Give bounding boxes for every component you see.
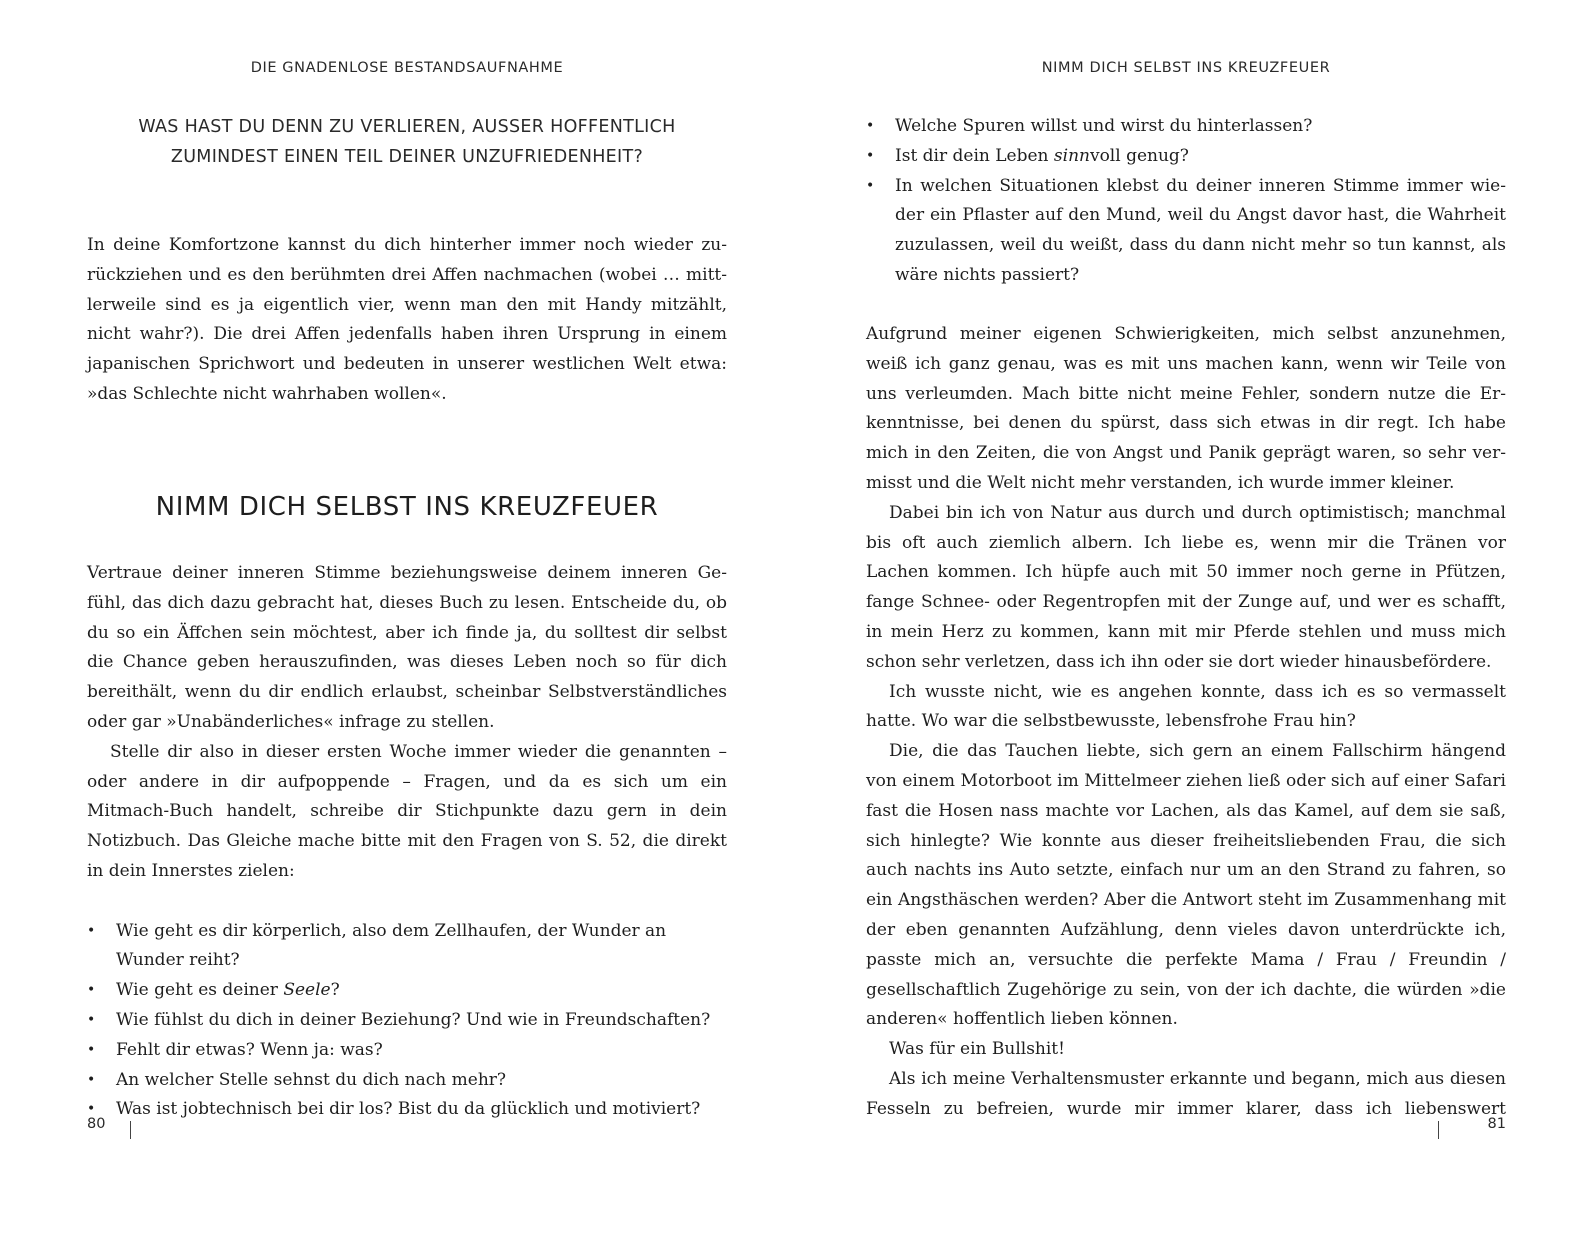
right-paragraph-2: Dabei bin ich von Natur aus durch und durch optimistisch; manchmal bis oft auch ziemlich albern. Ich liebe es, wenn mir die Tränen vor Lachen kommen. Ich hüpfe auch mit 50 immer noch gerne in Pfützen, fange Schnee- oder Regentropfen mit der Zunge auf, und wer es schafft, in mein Herz zu kommen, kann mit mir Pferde stehlen und muss mich schon sehr verletzen, dass ich ihn oder sie dort wieder hinausbefördere. xyxy=(866,502,1506,672)
right-paragraph-4: Die, die das Tauchen liebte, sich gern an einem Fallschirm hängend von einem Motorboot im Mittelmeer ziehen ließ oder sich auf einer Safari fast die Hosen nass machte vor Lachen, als das Kamel, auf dem sie saß, sich hinlegte? Wie konnte aus dieser freiheitsliebenden Frau, die sich auch nachts ins Auto setzte, einfach nur um an den Strand zu fahren, so ein Angsthäschen werden? Aber die Antwort steht im Zusammenhang mit der eben genannten Aufzählung, denn vieles davon unterdrückte ich, passte mich an, versuchte die perfekte Mama / Frau / Freundin / gesellschaftlich Zugehörige zu sein, von der ich dachte, die würden »die anderen« hoffentlich lieben können. xyxy=(866,741,1506,1030)
left-section-2 xyxy=(87,559,727,1125)
list-item: • Fehlt dir etwas? Wenn ja: was? xyxy=(87,1036,727,1066)
folio-divider-left xyxy=(130,1121,131,1139)
right-paragraph-3: Ich wusste nicht, wie es angehen konnte, dass ich es so vermasselt hatte. Wo war die selbstbewusste, lebensfrohe Frau hin? xyxy=(866,681,1506,732)
pull-quote-line-1: WAS HAST DU DENN ZU VERLIEREN, AUSSER HOFFENTLICH xyxy=(138,117,676,137)
right-paragraph-1: Aufgrund meiner eigenen Schwierigkeiten, mich selbst anzunehmen, weiß ich ganz genau, was es mit uns machen kann, wenn wir Teile von uns verleumden. Mach bitte nicht meine Fehler, sondern nutze die Erkenntnisse, bei denen du spürst, dass sich etwas in dir regt. Ich habe mich in den Zeiten, die von Angst und Panik geprägt waren, so sehr vermisst und die Welt nicht mehr verstanden, ich wurde immer kleiner. xyxy=(866,324,1506,493)
list-item: • An welcher Stelle sehnst du dich nach mehr? xyxy=(87,1066,727,1096)
list-item: • Wie geht es dir körperlich, also dem Zellhaufen, der Wunder an Wunder reiht? xyxy=(87,917,727,977)
right-section-2 xyxy=(866,320,1506,1125)
pull-quote xyxy=(87,112,727,172)
left-paragraph-2: Vertraue deiner inneren Stimme beziehungsweise deinem inneren Gefühl, das dich dazu gebracht hat, dieses Buch zu lesen. Entscheide du, ob du so ein Äffchen sein möchtest, aber ich finde ja, du solltest dir selbst die Chance geben herauszufinden, was dieses Leben noch so für dich bereithält, wenn du dir endlich erlaubst, scheinbar Selbstverständliches oder gar »Unabänderliches« infrage zu stellen. xyxy=(87,563,727,732)
right-page xyxy=(866,0,1506,1240)
list-item: • Wie fühlst du dich in deiner Beziehung? Und wie in Freundschaften? xyxy=(87,1006,727,1036)
list-item: • In welchen Situationen klebst du deiner inneren Stimme immer wieder ein Pflaster auf den Mund, weil du Angst davor hast, die Wahrheit zuzulassen, weil du weißt, dass du dann nicht mehr so tun kannst, als wäre nichts passiert? xyxy=(866,172,1506,291)
page-number-right: 81 xyxy=(1487,1116,1506,1132)
folio-divider-right xyxy=(1438,1121,1439,1139)
list-item-text: ? xyxy=(330,980,340,1001)
section-heading-block xyxy=(87,492,727,522)
left-paragraph-3: Stelle dir also in dieser ersten Woche immer wieder die genannten – oder andere in dir aufpoppende – Fragen, und da es sich um ein Mitmach-Buch handelt, schreibe dir Stichpunkte dazu gern in dein Notizbuch. Das Gleiche mache bitte mit den Fragen von S. 52, die direkt in dein Innerstes zielen: xyxy=(87,741,727,881)
list-item xyxy=(87,976,727,1006)
list-item: • Welche Spuren willst und wirst du hinterlassen? xyxy=(866,112,1506,142)
right-section-1 xyxy=(866,112,1506,291)
list-item: • Was ist jobtechnisch bei dir los? Bist du da glücklich und motiviert? xyxy=(87,1095,727,1125)
page-number-left: 80 xyxy=(87,1116,106,1132)
list-item-text: Ist dir dein Leben xyxy=(895,145,1054,166)
list-item-text: voll genug? xyxy=(1089,145,1189,166)
right-paragraph-5: Was für ein Bullshit! xyxy=(889,1039,1065,1060)
list-item-text: Wie geht es deiner xyxy=(116,980,284,1001)
left-page xyxy=(87,0,727,1240)
running-head-right: NIMM DICH SELBST INS KREUZFEUER xyxy=(1041,60,1331,76)
list-item-emphasis: sinn xyxy=(1053,145,1090,166)
list-item-emphasis: Seele xyxy=(283,980,331,1001)
question-list-left xyxy=(87,917,727,1126)
running-head-left: DIE GNADENLOSE BESTANDSAUFNAHME xyxy=(250,60,564,76)
question-list-right xyxy=(866,112,1506,291)
section-heading: NIMM DICH SELBST INS KREUZFEUER xyxy=(155,492,659,522)
left-section-1 xyxy=(87,231,727,410)
pull-quote-line-2: ZUMINDEST EINEN TEIL DEINER UNZUFRIEDENHEIT? xyxy=(170,147,644,167)
left-paragraph-1: In deine Komfortzone kannst du dich hinterher immer noch wieder zurückziehen und es den berühmten drei Affen nachmachen (wobei … mittlerweile sind es ja eigentlich vier, wenn man den mit Handy mitzählt, nicht wahr?). Die drei Affen jedenfalls haben ihren Ursprung in einem japanischen Sprichwort und bedeuten in unserer westlichen Welt etwa: »das Schlechte nicht wahrhaben wollen«. xyxy=(87,235,727,404)
right-paragraph-6: Als ich meine Verhaltensmuster erkannte und begann, mich aus diesen Fesseln zu befreien, wurde mir immer klarer, dass ich liebenswert xyxy=(866,1068,1506,1119)
list-item xyxy=(866,142,1506,172)
